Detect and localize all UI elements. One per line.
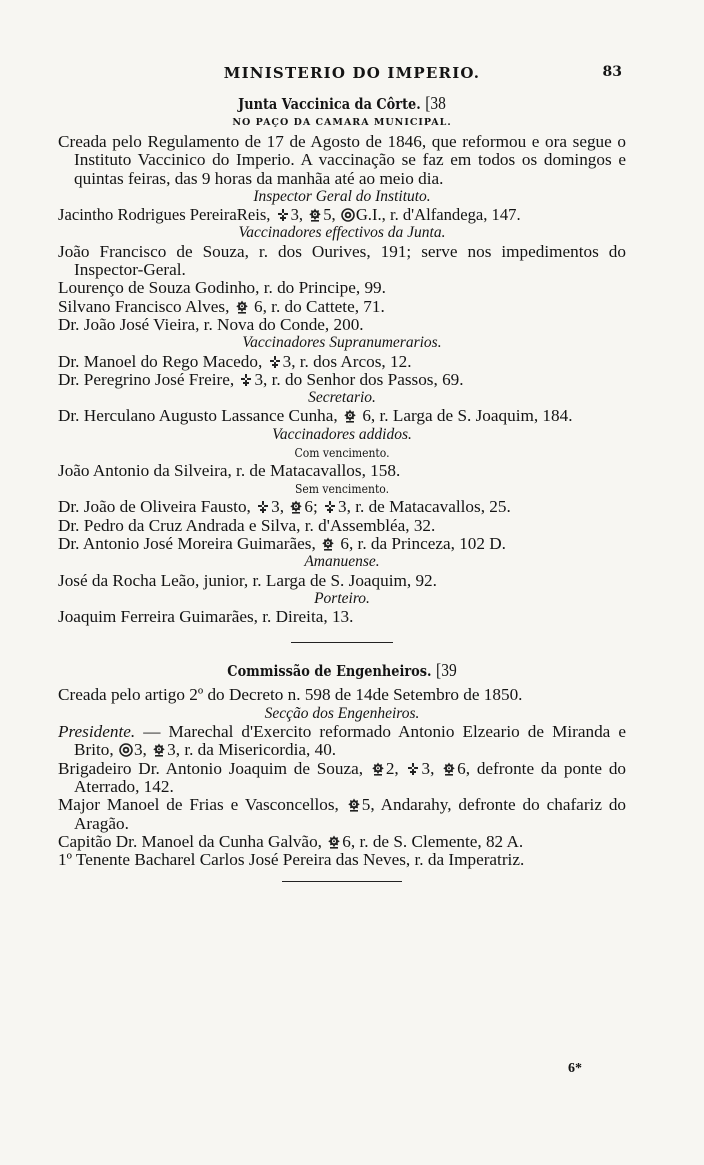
entry-text: G.I.,: [355, 205, 386, 225]
role-heading-supranumerarios: Vaccinadores Supranumerarios.: [242, 334, 442, 352]
role-heading-seccao: Secção dos Engenheiros.: [264, 704, 420, 722]
entry-text: Lourenço de Souza Godinho, r. do Principe, 99.: [58, 278, 386, 298]
section-title-junta: [98, 92, 586, 115]
entry-addido: [58, 498, 626, 516]
entry-effectivo: [58, 279, 626, 297]
intro-paragraph: Creada pelo artigo 2º do Decreto n. 598 de 14de Setembro de 1850.: [58, 685, 523, 705]
intro-paragraph: Creada pelo Regulamento de 17 de Agosto de 1846, que reformou e ora segue o Instituto Vaccinico do Imperio. A vaccinação se faz em todos os domingos e quintas feiras, das 9 horas da manhãa até ao meio dia.: [58, 132, 626, 188]
section-title-commissao: [98, 659, 586, 682]
entry-supranumerario: [58, 371, 626, 389]
entry-text: 3,: [271, 497, 285, 517]
section-number: [39: [436, 660, 457, 681]
entry-text: 3, r. da Misericordia, 40.: [167, 740, 337, 760]
entry-text: Dr. Antonio José Moreira Guimarães,: [58, 533, 316, 553]
section-number: [38: [425, 93, 446, 113]
entry-tenente: [58, 851, 626, 869]
entry-text: José da Rocha Leão, junior, r. Larga de S. Joaquim, 92.: [58, 570, 437, 590]
entry-text: — Marechal d'Exercito reformado Antonio Elzeario de Miranda e Brito,: [74, 722, 626, 760]
footer-divider: [282, 881, 402, 882]
subheading-sem-vencimento: Sem vencimento.: [294, 482, 390, 497]
entry-text: Dr. Herculano Augusto Lassance Cunha,: [58, 406, 338, 426]
entry-text: Dr. Peregrino José Freire,: [58, 369, 235, 389]
role-heading-secretario: Secretario.: [308, 389, 376, 407]
order-cross-icon: [406, 762, 420, 776]
entry-amanuense: [58, 572, 626, 590]
entry-major: [58, 796, 626, 833]
entry-text: Brigadeiro Dr. Antonio Joaquim de Souza,: [58, 758, 364, 778]
section-title-text: Junta Vaccinica da Côrte.: [238, 95, 421, 113]
entry-text: João Francisco de Souza, r. dos Ourives, 191; serve nos impedimentos do Inspector-Geral.: [58, 241, 626, 280]
entry-text: 3, r. de Matacavallos, 25.: [338, 497, 511, 517]
entry-text: 1º Tenente Bacharel Carlos José Pereira das Neves, r. da Imperatriz.: [58, 850, 525, 870]
entry-effectivo: [58, 316, 626, 334]
entry-text: 3,: [133, 740, 147, 760]
entry-effectivo: [58, 243, 626, 280]
order-rose-icon: [308, 208, 322, 222]
entry-addido: [58, 535, 626, 553]
entry-label: Presidente.: [58, 722, 136, 742]
entry-inspector: [58, 206, 626, 224]
order-wreath-icon: [119, 743, 133, 757]
order-rose-icon: [235, 300, 249, 314]
entry-text: 3, r. dos Arcos, 12.: [282, 351, 412, 371]
entry-text: Capitão Dr. Manoel da Cunha Galvão,: [58, 831, 322, 851]
entry-text: 5,: [323, 205, 336, 225]
order-cross-icon: [268, 355, 282, 369]
entry-text: 3, r. do Senhor dos Passos, 69.: [254, 369, 464, 389]
signature-mark: 6*: [568, 1061, 582, 1076]
entry-addido: [58, 462, 626, 480]
entry-text: 3,: [421, 758, 435, 778]
entry-text: Silvano Francisco Alves,: [58, 296, 230, 316]
entry-text: 6, r. do Cattete, 71.: [253, 296, 385, 316]
order-rose-icon: [347, 798, 361, 812]
running-head: [58, 64, 626, 92]
entry-text: Dr. João de Oliveira Fausto,: [58, 497, 251, 517]
entry-text: 3,: [290, 205, 304, 225]
section-subtitle: NO PAÇO DA CAMARA MUNICIPAL.: [232, 117, 452, 128]
page-number: 83: [602, 64, 622, 80]
entry-effectivo: [58, 298, 626, 316]
entry-text: João Antonio da Silveira, r. de Matacavallos, 158.: [58, 461, 401, 481]
entry-text: Dr. Manoel do Rego Macedo,: [58, 351, 263, 371]
entry-supranumerario: [58, 353, 626, 371]
entry-text: 6, r. da Princeza, 102 D.: [340, 533, 506, 553]
order-rose-icon: [321, 537, 335, 551]
role-heading-inspector: Inspector Geral do Instituto.: [253, 187, 431, 205]
order-rose-icon: [327, 835, 341, 849]
role-heading-addidos: Vaccinadores addidos.: [272, 425, 412, 443]
entry-brigadeiro: [58, 760, 626, 797]
section-title-text: Commissão de Engenheiros.: [227, 662, 432, 681]
running-head-title: MINISTERIO DO IMPERIO.: [223, 64, 481, 82]
document-page: [58, 64, 626, 897]
role-heading-amanuense: Amanuense.: [304, 553, 380, 571]
entry-text: Dr. Pedro da Cruz Andrada e Silva, r. d'Assembléa, 32.: [58, 515, 436, 535]
order-rose-icon: [289, 500, 303, 514]
section-divider: [291, 642, 393, 643]
order-cross-icon: [276, 208, 290, 222]
order-cross-icon: [239, 373, 253, 387]
entry-text: Jacintho Rodrigues PereiraReis,: [58, 205, 271, 225]
order-cross-icon: [323, 500, 337, 514]
entry-text: 6, r. Larga de S. Joaquim, 184.: [362, 406, 573, 426]
entry-porteiro: [58, 608, 626, 626]
entry-secretario: [58, 407, 626, 425]
role-heading-porteiro: Porteiro.: [314, 589, 370, 607]
order-rose-icon: [371, 762, 385, 776]
entry-addido: [58, 517, 626, 535]
role-heading-effectivos: Vaccinadores effectivos da Junta.: [238, 224, 446, 242]
entry-text: 6, defronte da ponte do Aterrado, 142.: [74, 758, 627, 796]
order-rose-icon: [343, 409, 357, 423]
entry-text: Dr. João José Vieira, r. Nova do Conde, 200.: [58, 314, 364, 334]
entry-text: 2,: [385, 758, 399, 778]
entry-text: 6, r. de S. Clemente, 82 A.: [342, 831, 524, 851]
entry-text: 5, Andarahy, defronte do chafariz do Aragão.: [74, 795, 627, 833]
subheading-com-vencimento: Com vencimento.: [294, 446, 390, 461]
order-wreath-icon: [341, 208, 355, 222]
entry-text: r. d'Alfandega, 147.: [389, 205, 521, 225]
order-rose-icon: [152, 743, 166, 757]
entry-text: Major Manoel de Frias e Vasconcellos,: [58, 795, 339, 815]
order-rose-icon: [442, 762, 456, 776]
entry-presidente: [58, 723, 626, 760]
order-cross-icon: [256, 500, 270, 514]
entry-text: 6;: [304, 497, 318, 517]
entry-text: Joaquim Ferreira Guimarães, r. Direita, 13.: [58, 607, 354, 627]
entry-capitao: [58, 833, 626, 851]
